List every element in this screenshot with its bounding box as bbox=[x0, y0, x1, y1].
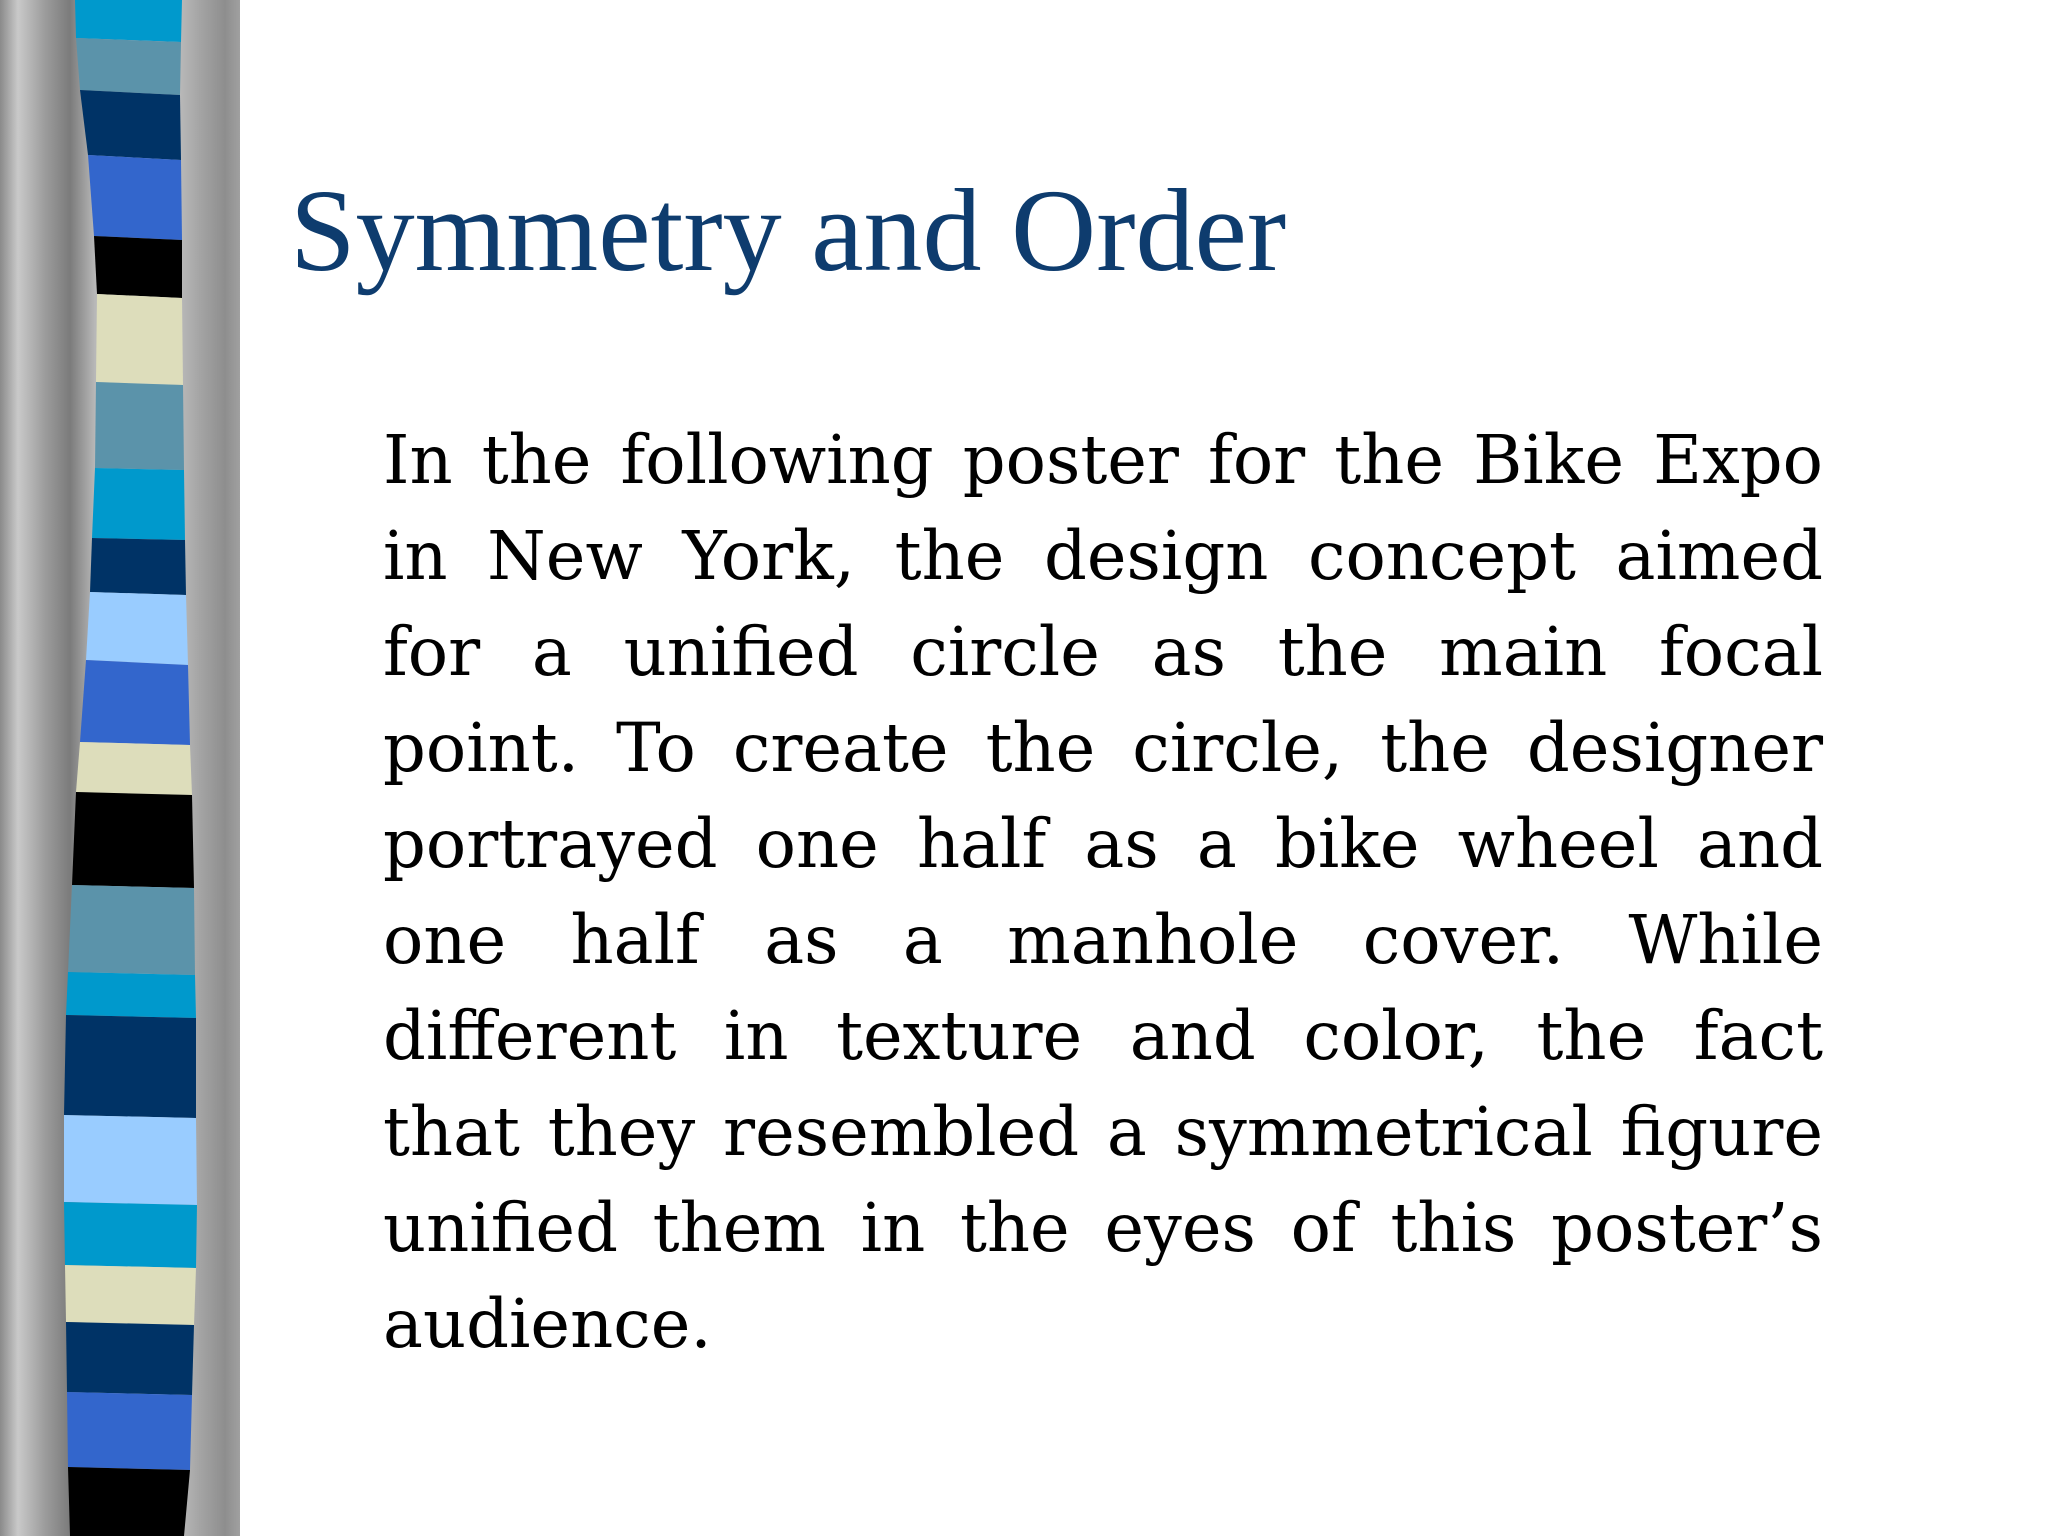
stripe bbox=[64, 1202, 197, 1268]
stripe bbox=[67, 1392, 192, 1470]
stripe bbox=[64, 1015, 196, 1118]
stripe bbox=[94, 236, 182, 298]
stripe bbox=[92, 468, 185, 540]
stripe bbox=[90, 538, 186, 595]
stripe bbox=[66, 972, 196, 1018]
stripe bbox=[76, 38, 181, 95]
stripe bbox=[76, 742, 192, 795]
stripe bbox=[95, 382, 184, 470]
slide-body-text: In the following poster for the Bike Expo in New York, the design concept aimed for a unified circle as the main focal point. To create the circle, the designer portrayed one half as a bike wheel and one half as a manhole cover. While different in texture and color, the fact that they resembled a symmetrical figure unified them in the eyes of this poster’s audience. bbox=[383, 421, 1823, 1363]
stripe bbox=[88, 155, 182, 240]
stripe bbox=[86, 592, 188, 665]
stripe bbox=[68, 885, 195, 975]
stripe bbox=[75, 0, 182, 42]
decorative-stripe-bar bbox=[0, 0, 240, 1536]
stripe bbox=[80, 660, 190, 745]
stripe-pattern bbox=[0, 0, 240, 1536]
stripe bbox=[65, 1265, 196, 1325]
stripe bbox=[96, 294, 183, 385]
stripe bbox=[68, 1467, 190, 1536]
stripe bbox=[72, 792, 194, 888]
stripe bbox=[80, 90, 181, 160]
stripe bbox=[64, 1115, 197, 1205]
stripe bbox=[66, 1322, 194, 1395]
slide-title: Symmetry and Order bbox=[290, 165, 1287, 296]
